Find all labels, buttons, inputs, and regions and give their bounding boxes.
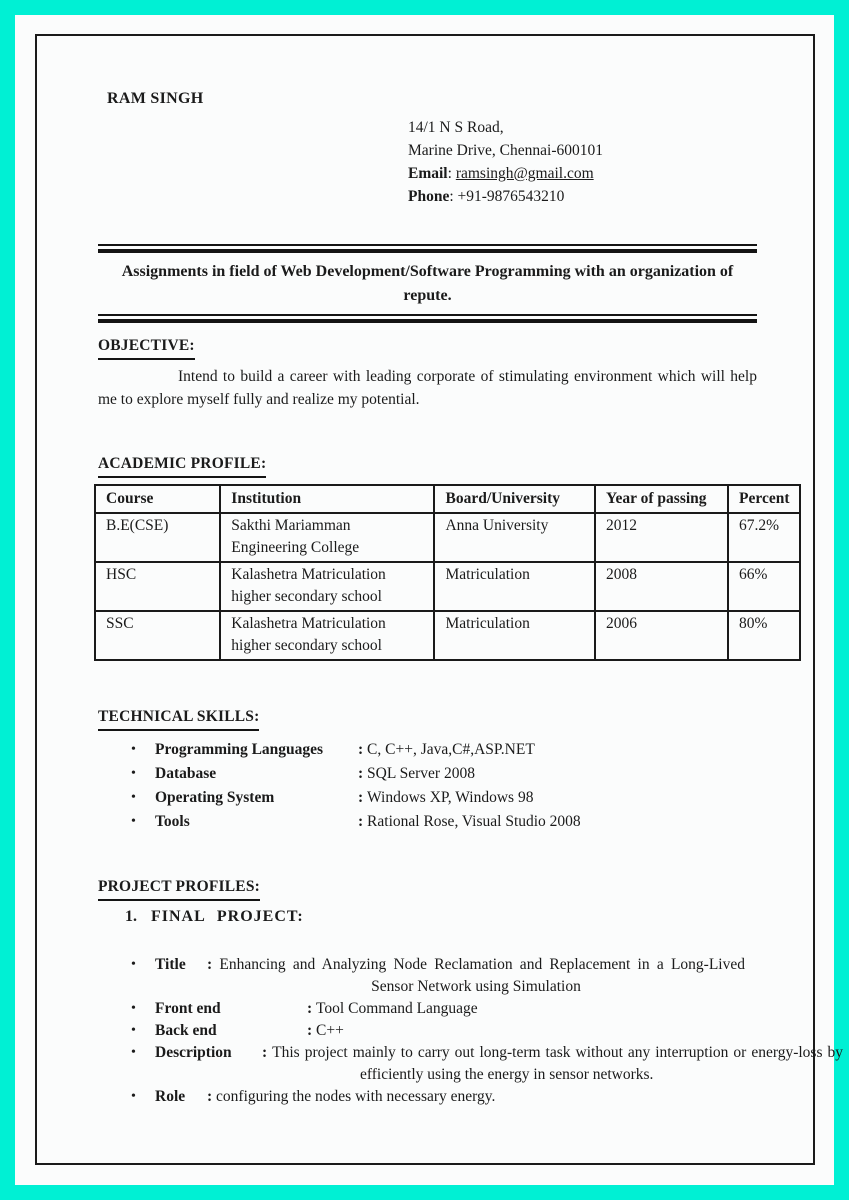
bullet-icon: • [131,742,136,757]
col-header-board: Board/University [434,485,595,513]
phone-line: Phone: +91-9876543210 [408,188,565,205]
cell-course: SSC [95,611,220,660]
phone-value: +91-9876543210 [457,188,565,205]
double-rule-bottom [98,314,757,323]
project-field-value: : Enhancing and Analyzing Node Reclamation and Replacement in a Long-Lived Sensor Network using Simulation [207,956,745,995]
academic-profile-table [94,484,801,661]
subheading-number: 1. [125,908,137,925]
objective-section [98,335,757,360]
resume-content [98,36,843,1163]
cell-percent: 80% [728,611,800,660]
resume-page [15,15,843,1185]
bullet-icon: • [131,957,136,972]
list-item [98,954,757,998]
col-header-institution: Institution [220,485,434,513]
cell-course: B.E(CSE) [95,513,220,562]
skill-value: : C, C++, Java,C#,ASP.NET [358,741,535,758]
cell-institution: Kalashetra Matriculation higher secondary school [220,611,434,660]
table-header-row [95,485,800,513]
project-field-value: : This project mainly to carry out long-term task without any interruption or energy-loss by efficiently using the energy in sensor networks. [262,1044,843,1083]
skill-label: Programming Languages [155,741,324,758]
skill-label: Operating System [155,789,275,806]
skills-list [98,738,757,834]
list-item [98,738,757,762]
bullet-icon: • [131,790,136,805]
email-label: Email [408,165,448,182]
double-rule-top [98,244,757,253]
project-field-label: Description [155,1044,232,1061]
address-line-1: 14/1 N S Road, [408,119,504,136]
cell-percent: 67.2% [728,513,800,562]
list-item [98,810,757,834]
projects-heading: PROJECT PROFILES: [98,876,260,901]
contact-block [408,116,757,208]
cell-year: 2008 [595,562,728,611]
address-line-2: Marine Drive, Chennai-600101 [408,142,603,159]
bullet-icon: • [131,1045,136,1060]
cell-course: HSC [95,562,220,611]
email-link[interactable]: ramsingh@gmail.com [455,165,594,182]
skill-value: : Windows XP, Windows 98 [358,789,534,806]
subheading-text: FINAL PROJECT: [151,908,304,925]
skills-section [98,706,757,731]
list-item [98,1042,843,1086]
list-item [98,998,757,1020]
bullet-icon: • [131,1089,136,1104]
skill-value: : Rational Rose, Visual Studio 2008 [358,813,581,830]
projects-section [98,876,757,901]
project-field-value: : C++ [307,1022,344,1039]
project-field-value: : configuring the nodes with necessary energy. [207,1088,496,1105]
project-field-label: Role [155,1088,186,1105]
final-project-subheading [125,906,757,928]
cell-board: Anna University [434,513,595,562]
bullet-icon: • [131,1023,136,1038]
list-item [98,1020,757,1042]
cell-institution: Sakthi Mariamman Engineering College [220,513,434,562]
col-header-course: Course [95,485,220,513]
col-header-percent: Percent [728,485,800,513]
skills-heading: TECHNICAL SKILLS: [98,706,259,731]
academic-heading: ACADEMIC PROFILE: [98,453,266,478]
cell-year: 2006 [595,611,728,660]
project-field-value: : Tool Command Language [307,1000,478,1017]
table-row [95,611,800,660]
col-header-year: Year of passing [595,485,728,513]
objective-heading: OBJECTIVE: [98,335,195,360]
bullet-icon: • [131,766,136,781]
project-field-label: Back end [155,1022,217,1039]
project-field-label: Front end [155,1000,221,1017]
email-line: Email: ramsingh@gmail.com [408,165,594,182]
candidate-name: RAM SINGH [107,90,204,107]
cell-board: Matriculation [434,611,595,660]
list-item [98,786,757,810]
cell-board: Matriculation [434,562,595,611]
list-item [98,1086,757,1108]
academic-section [98,453,757,478]
bullet-icon: • [131,1001,136,1016]
skill-value: : SQL Server 2008 [358,765,475,782]
project-details-list [98,954,843,1108]
cell-year: 2012 [595,513,728,562]
list-item [98,762,757,786]
table-row [95,513,800,562]
headline-banner: Assignments in field of Web Development/Software Programming with an organization of repute. [121,263,734,304]
phone-label: Phone [408,188,450,205]
skill-label: Database [155,765,217,782]
table-row [95,562,800,611]
cell-institution: Kalashetra Matriculation higher secondary school [220,562,434,611]
inner-border-frame [35,34,843,1165]
skill-label: Tools [155,813,190,830]
objective-text: Intend to build a career with leading corporate of stimulating environment which will help me to explore myself fully and realize my potential. [98,368,757,408]
project-field-label: Title [155,956,186,973]
bullet-icon: • [131,814,136,829]
cell-percent: 66% [728,562,800,611]
